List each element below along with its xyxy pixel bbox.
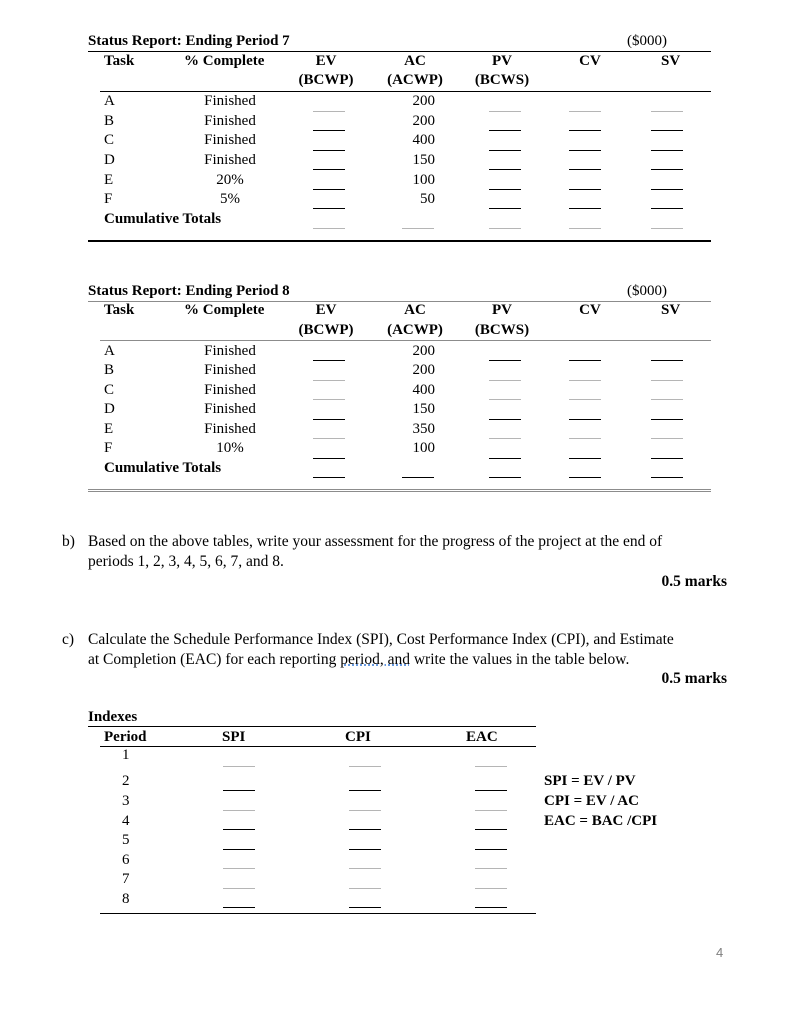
period8-bottom-rule-2 — [88, 491, 711, 492]
question-c-text-part-a: at Completion (EAC) for each reporting — [88, 651, 341, 668]
row-complete: Finished — [204, 93, 256, 109]
period7-header-sv: SV — [661, 53, 681, 69]
row-complete: 20% — [216, 172, 244, 188]
indexes-header-spi: SPI — [222, 729, 246, 745]
indexes-header-period: Period — [104, 729, 147, 745]
pv-blank[interactable] — [489, 419, 521, 420]
indexes-header-cpi: CPI — [345, 729, 371, 745]
period-number: 3 — [122, 793, 130, 809]
cv-blank[interactable] — [569, 399, 601, 400]
ev-blank[interactable] — [313, 150, 345, 151]
cpi-blank[interactable] — [349, 849, 381, 850]
spi-blank[interactable] — [223, 790, 255, 791]
question-c-text-part-b: period, and — [340, 651, 410, 668]
row-ac: 50 — [420, 191, 435, 207]
row-ac: 150 — [412, 152, 435, 168]
cv-blank[interactable] — [569, 208, 601, 209]
pv-blank[interactable] — [489, 130, 521, 131]
period8-header-pv: PV — [492, 302, 512, 318]
formula-spi: SPI = EV / PV — [544, 773, 636, 789]
cpi-blank[interactable] — [349, 888, 381, 889]
page-number: 4 — [716, 945, 724, 960]
ev-blank[interactable] — [313, 111, 345, 112]
row-task: D — [104, 152, 115, 168]
spi-blank[interactable] — [223, 868, 255, 869]
eac-blank[interactable] — [475, 829, 507, 830]
row-ac: 200 — [412, 343, 435, 359]
row-task: C — [104, 382, 115, 398]
spi-blank[interactable] — [223, 849, 255, 850]
indexes-header-rule — [100, 746, 536, 747]
cpi-blank[interactable] — [349, 907, 381, 908]
pv-blank[interactable] — [489, 150, 521, 151]
row-ac: 200 — [412, 113, 435, 129]
indexes-header-eac: EAC — [466, 729, 498, 745]
cpi-blank[interactable] — [349, 766, 381, 767]
row-complete: Finished — [204, 421, 256, 437]
period-number: 7 — [122, 871, 130, 887]
pv-blank[interactable] — [489, 169, 521, 170]
ev-blank[interactable] — [313, 399, 345, 400]
period-number: 6 — [122, 852, 130, 868]
period7-header-task: Task — [104, 53, 135, 69]
row-task: F — [104, 191, 113, 207]
cpi-blank[interactable] — [349, 829, 381, 830]
totals-label: Cumulative Totals — [104, 211, 222, 227]
cv-blank[interactable] — [569, 130, 601, 131]
row-ac: 400 — [412, 382, 435, 398]
row-complete: Finished — [204, 132, 256, 148]
row-task: E — [104, 172, 114, 188]
period8-header-sv: SV — [661, 302, 681, 318]
ev-blank[interactable] — [313, 380, 345, 381]
row-complete: Finished — [204, 343, 256, 359]
period8-bottom-rule-1 — [88, 489, 711, 490]
totals-label: Cumulative Totals — [104, 460, 222, 476]
row-task: E — [104, 421, 114, 437]
row-ac: 400 — [412, 132, 435, 148]
eac-blank[interactable] — [475, 810, 507, 811]
pv-blank[interactable] — [489, 458, 521, 459]
formula-cpi: CPI = EV / AC — [544, 793, 639, 809]
period7-header-pv: PV — [492, 53, 512, 69]
sv-blank[interactable] — [651, 360, 683, 361]
indexes-bottom-rule — [100, 913, 536, 914]
period8-units: ($000) — [627, 283, 667, 299]
period8-header-complete: % Complete — [184, 302, 265, 318]
question-c-label: c) — [62, 631, 75, 648]
row-complete: 5% — [220, 191, 240, 207]
cv-blank[interactable] — [569, 438, 601, 439]
sv-blank[interactable] — [651, 111, 683, 112]
row-ac: 150 — [412, 401, 435, 417]
sv-blank[interactable] — [651, 150, 683, 151]
pv-blank[interactable] — [489, 189, 521, 190]
cpi-blank[interactable] — [349, 790, 381, 791]
period8-header-ev: EV — [315, 302, 337, 318]
question-b-text-line1: Based on the above tables, write your assessment for the progress of the project at the end of — [88, 533, 663, 550]
indexes-title: Indexes — [88, 709, 138, 725]
spi-blank[interactable] — [223, 810, 255, 811]
period7-header-ev: EV — [315, 53, 337, 69]
row-task: B — [104, 362, 115, 378]
row-complete: 10% — [216, 440, 244, 456]
ev-blank[interactable] — [313, 169, 345, 170]
row-task: F — [104, 440, 113, 456]
period-number: 2 — [122, 773, 130, 789]
cv-blank[interactable] — [569, 380, 601, 381]
period7-header-rule — [100, 91, 711, 92]
ev-blank[interactable] — [313, 208, 345, 209]
cv-blank[interactable] — [569, 458, 601, 459]
formula-eac: EAC = BAC /CPI — [544, 813, 658, 829]
question-c-text-line1: Calculate the Schedule Performance Index (SPI), Cost Performance Index (CPI), and Estimate — [88, 631, 674, 648]
sv-blank[interactable] — [651, 419, 683, 420]
row-task: B — [104, 113, 115, 129]
period7-bottom-rule — [88, 240, 711, 242]
ev-blank[interactable] — [313, 438, 345, 439]
eac-blank[interactable] — [475, 849, 507, 850]
row-complete: Finished — [204, 152, 256, 168]
period-number: 8 — [122, 891, 130, 907]
cpi-blank[interactable] — [349, 810, 381, 811]
row-complete: Finished — [204, 362, 256, 378]
eac-blank[interactable] — [475, 766, 507, 767]
row-complete: Finished — [204, 401, 256, 417]
pv-total-blank[interactable] — [489, 477, 521, 478]
ev-total-blank[interactable] — [313, 228, 345, 229]
sv-blank[interactable] — [651, 458, 683, 459]
question-b-text-line2: periods 1, 2, 3, 4, 5, 6, 7, and 8. — [88, 553, 284, 570]
spi-blank[interactable] — [223, 766, 255, 767]
period7-header-ev-sub: (BCWP) — [298, 72, 354, 88]
sv-blank[interactable] — [651, 169, 683, 170]
period8-header-rule — [100, 340, 711, 341]
sv-blank[interactable] — [651, 189, 683, 190]
cv-blank[interactable] — [569, 419, 601, 420]
period7-header-ac-sub: (ACWP) — [387, 72, 443, 88]
row-task: A — [104, 93, 115, 109]
row-complete: Finished — [204, 113, 256, 129]
cv-total-blank[interactable] — [569, 477, 601, 478]
sv-total-blank[interactable] — [651, 228, 683, 229]
row-ac: 200 — [412, 362, 435, 378]
ev-total-blank[interactable] — [313, 477, 345, 478]
row-task: D — [104, 401, 115, 417]
ev-blank[interactable] — [313, 419, 345, 420]
sv-blank[interactable] — [651, 438, 683, 439]
row-task: C — [104, 132, 115, 148]
period8-title: Status Report: Ending Period 8 — [88, 283, 290, 299]
cv-blank[interactable] — [569, 111, 601, 112]
pv-blank[interactable] — [489, 208, 521, 209]
pv-total-blank[interactable] — [489, 228, 521, 229]
question-c-text-line2 — [88, 650, 629, 670]
period8-header-ev-sub: (BCWP) — [298, 322, 354, 338]
eac-blank[interactable] — [475, 868, 507, 869]
row-ac: 200 — [412, 93, 435, 109]
row-ac: 100 — [412, 172, 435, 188]
eac-blank[interactable] — [475, 888, 507, 889]
sv-blank[interactable] — [651, 130, 683, 131]
pv-blank[interactable] — [489, 360, 521, 361]
cv-blank[interactable] — [569, 189, 601, 190]
period8-header-ac: AC — [404, 302, 426, 318]
ac-total-blank[interactable] — [402, 228, 434, 229]
period7-header-cv: CV — [579, 53, 601, 69]
cpi-blank[interactable] — [349, 868, 381, 869]
period-number: 4 — [122, 813, 130, 829]
indexes-top-rule — [88, 726, 536, 727]
ev-blank[interactable] — [313, 458, 345, 459]
period7-top-rule — [88, 51, 711, 52]
spi-blank[interactable] — [223, 829, 255, 830]
ev-blank[interactable] — [313, 360, 345, 361]
ac-total-blank[interactable] — [402, 477, 434, 478]
sv-blank[interactable] — [651, 399, 683, 400]
pv-blank[interactable] — [489, 111, 521, 112]
spi-blank[interactable] — [223, 888, 255, 889]
period7-units: ($000) — [627, 33, 667, 49]
period8-header-pv-sub: (BCWS) — [474, 322, 530, 338]
row-ac: 100 — [412, 440, 435, 456]
ev-blank[interactable] — [313, 189, 345, 190]
period7-header-complete: % Complete — [184, 53, 265, 69]
question-c-marks: 0.5 marks — [661, 670, 727, 687]
period8-header-task: Task — [104, 302, 135, 318]
sv-blank[interactable] — [651, 380, 683, 381]
period7-header-ac: AC — [404, 53, 426, 69]
sv-total-blank[interactable] — [651, 477, 683, 478]
cv-blank[interactable] — [569, 150, 601, 151]
period-number: 5 — [122, 832, 130, 848]
period-number: 1 — [122, 747, 130, 763]
question-b-marks: 0.5 marks — [661, 573, 727, 590]
ev-blank[interactable] — [313, 130, 345, 131]
period7-header-pv-sub: (BCWS) — [474, 72, 530, 88]
eac-blank[interactable] — [475, 907, 507, 908]
period7-title: Status Report: Ending Period 7 — [88, 33, 290, 49]
question-b-label: b) — [62, 533, 75, 550]
row-task: A — [104, 343, 115, 359]
row-complete: Finished — [204, 382, 256, 398]
eac-blank[interactable] — [475, 790, 507, 791]
question-c-text-part-c: write the values in the table below. — [409, 651, 630, 668]
pv-blank[interactable] — [489, 438, 521, 439]
row-ac: 350 — [412, 421, 435, 437]
period8-header-cv: CV — [579, 302, 601, 318]
cv-total-blank[interactable] — [569, 228, 601, 229]
cv-blank[interactable] — [569, 360, 601, 361]
sv-blank[interactable] — [651, 208, 683, 209]
spi-blank[interactable] — [223, 907, 255, 908]
period8-header-ac-sub: (ACWP) — [387, 322, 443, 338]
pv-blank[interactable] — [489, 380, 521, 381]
cv-blank[interactable] — [569, 169, 601, 170]
pv-blank[interactable] — [489, 399, 521, 400]
